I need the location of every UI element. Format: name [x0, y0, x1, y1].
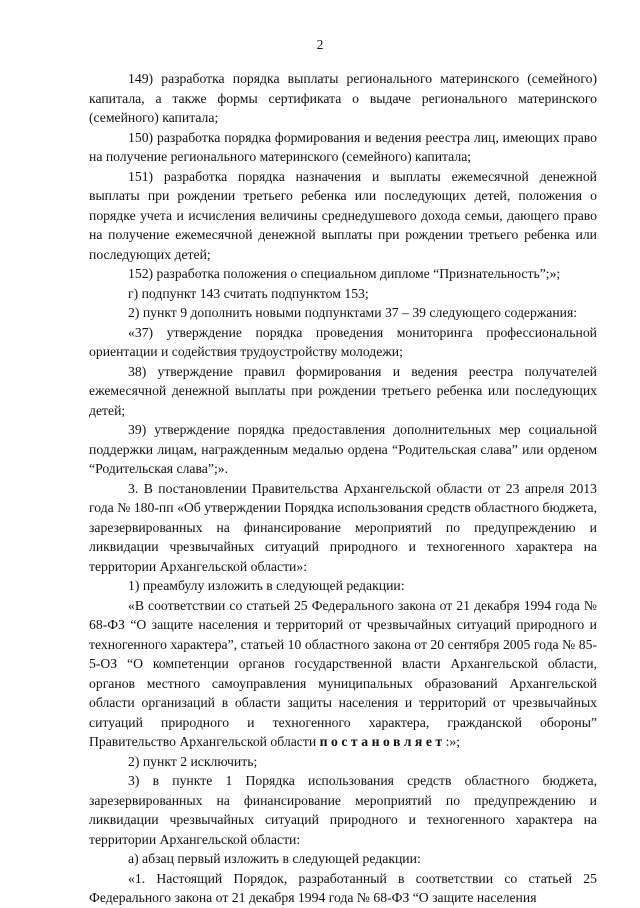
- paragraph-item-3: 3) в пункте 1 Порядка использования средств областного бюджета, зарезервированных на финансирование мероприятий по предупреждению и ликвидации чрезвычайных ситуаций природного и техногенного характера на территории Архангельской области:: [89, 773, 597, 847]
- paragraph-151: 151) разработка порядка назначения и выплаты ежемесячной денежной выплаты при рождении третьего ребенка или последующих детей, положения о порядке учета и исчисления величины среднедушевого дохода семьи, дающего право на получение ежемесячной денежной выплаты при рождении третьего ребенка или последующих детей;: [89, 168, 597, 262]
- preamble-text: «В соответствии со статьей 25 Федерального закона от 21 декабря 1994 года № 68-ФЗ “О защите населения и территорий от чрезвычайных ситуаций природного и техногенного характера”, статьей 10 областного закона от 20 сентября 2005 года № 85-5-ОЗ “О компетенции органов государственной власти Архангельской области, органов местного самоуправления муниципальных образований Архангельской области организаций в области защиты населения и территорий от чрезвычайных ситуаций природного и техногенного характера, гражданской обороны” Правительство Архангельской области: [89, 597, 597, 749]
- paragraph-item-2-exclude: 2) пункт 2 исключить;: [128, 753, 258, 769]
- preamble-tail: :»;: [445, 734, 461, 749]
- paragraph-150: 150) разработка порядка формирования и ведения реестра лиц, имеющих право на получение регионального материнского (семейного) капитала;: [89, 129, 597, 164]
- paragraph-149: 149) разработка порядка выплаты регионального материнского (семейного) капитала, а также формы сертификата о выдаче регионального материнского (семейного) капитала;: [89, 71, 597, 125]
- page-number: 2: [316, 37, 324, 52]
- paragraph-preamble-item: 1) преамбулу изложить в следующей редакции:: [128, 578, 405, 593]
- paragraph-item-a: а) абзац первый изложить в следующей редакции:: [128, 851, 421, 866]
- paragraph-39: 39) утверждение порядка предоставления дополнительных мер социальной поддержки лицам, награжденным медалью ордена “Родительская слава” или орденом “Родительская слава”;».: [89, 422, 597, 476]
- paragraph-order-1: «1. Настоящий Порядок, разработанный в соответствии со статьей 25 Федерального закона от 21 декабря 1994 года № 68-ФЗ “О защите населения: [89, 870, 597, 905]
- paragraph-preamble-text: [89, 596, 597, 752]
- paragraph-g: г) подпункт 143 считать подпунктом 153;: [128, 285, 369, 301]
- paragraph-37: «37) утверждение порядка проведения мониторинга профессиональной ориентации и содействия трудоустройству молодежи;: [89, 324, 597, 359]
- paragraph-152: 152) разработка положения о специальном дипломе “Признательность”;»;: [128, 266, 561, 281]
- paragraph-38: 38) утверждение правил формирования и ведения реестра получателей ежемесячной денежной выплаты при рождении третьего ребенка или последующих детей;: [89, 363, 597, 418]
- paragraph-item-2: 2) пункт 9 дополнить новыми подпунктами 37 – 39 следующего содержания:: [128, 305, 578, 320]
- spaced-word-postanovlyaet: постановляет: [319, 734, 446, 749]
- document-body: [89, 69, 597, 908]
- paragraph-section-3: 3. В постановлении Правительства Архангельской области от 23 апреля 2013 года № 180-пп «Об утверждении Порядка использования средств областного бюджета, зарезервированных на финансирование мероприятий по предупреждению и ликвидации чрезвычайных ситуаций природного и техногенного характера на территории Архангельской области»:: [89, 480, 597, 574]
